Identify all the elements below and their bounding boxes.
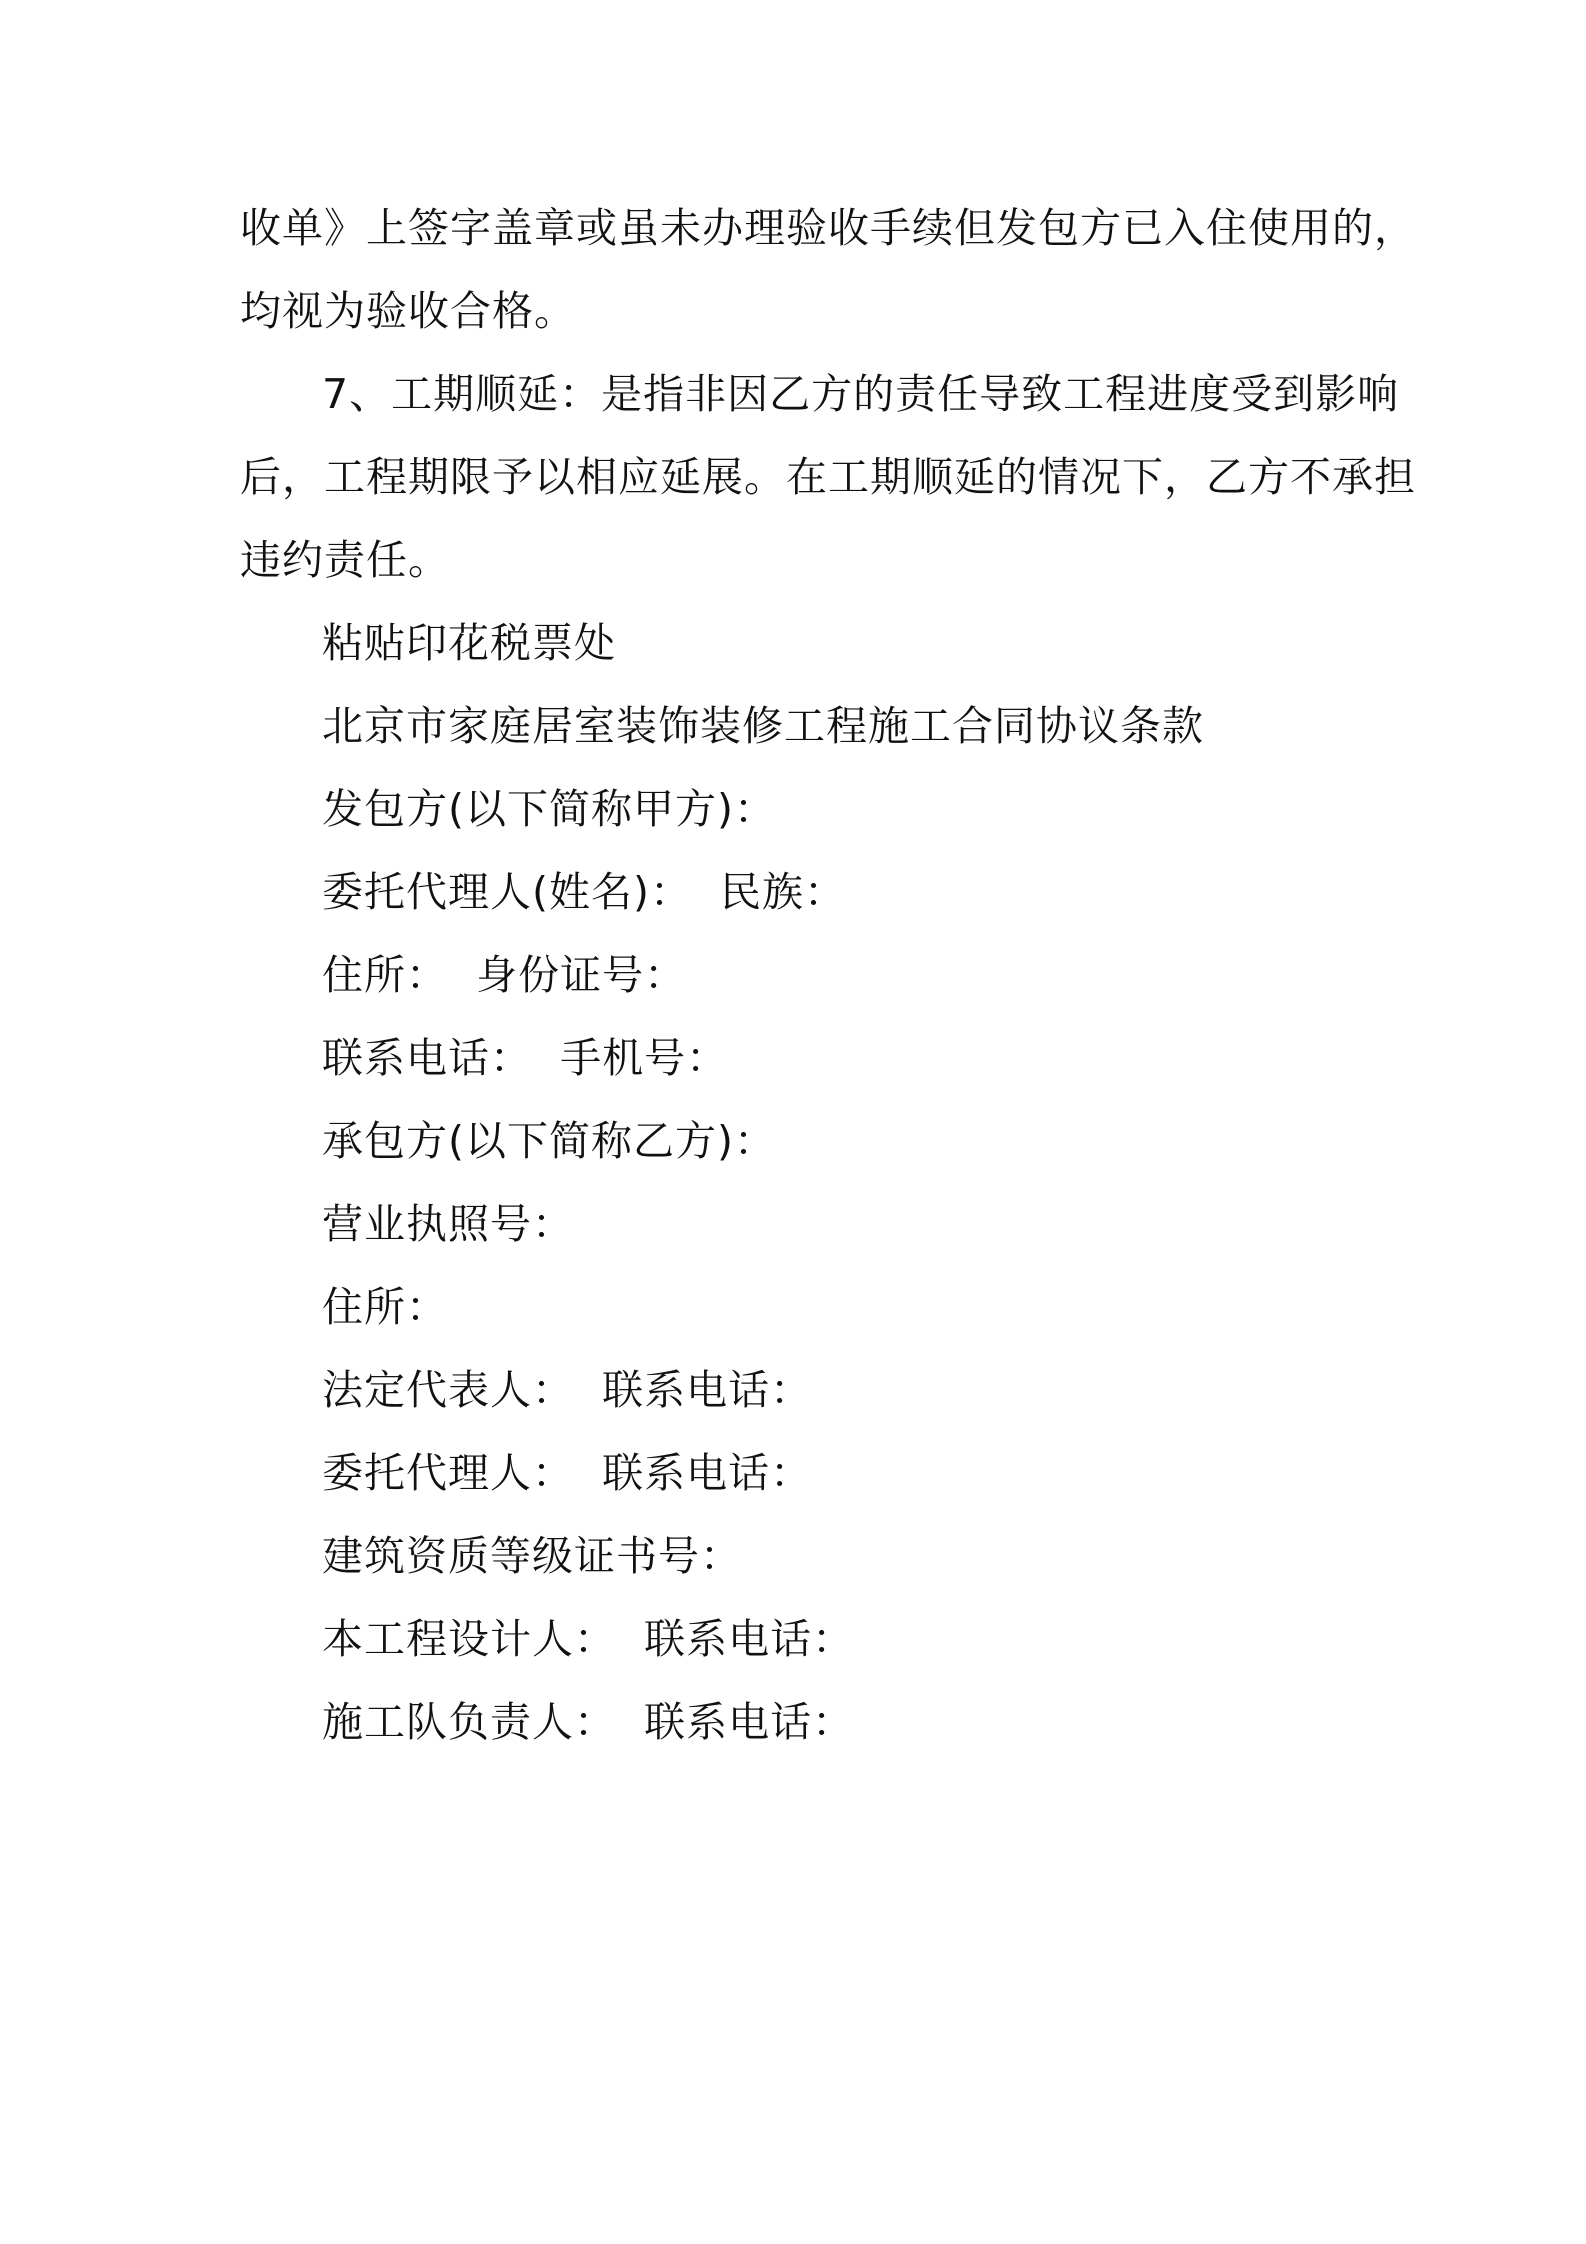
contract-title: 北京市家庭居室装饰装修工程施工合同协议条款 bbox=[322, 702, 1204, 750]
field-employer-agent: 委托代理人(姓名)： 民族： bbox=[322, 868, 847, 916]
field-employer-address: 住所： 身份证号： bbox=[322, 951, 687, 999]
field-qualification-certificate: 建筑资质等级证书号： bbox=[322, 1532, 742, 1580]
text-line: 7、工期顺延：是指非因乙方的责任导致工程进度受到影响 bbox=[322, 370, 1400, 418]
field-business-license: 营业执照号： bbox=[322, 1200, 574, 1248]
field-contractor-agent: 委托代理人： 联系电话： bbox=[322, 1449, 813, 1497]
text-line: 均视为验收合格。 bbox=[240, 287, 576, 335]
field-legal-representative: 法定代表人： 联系电话： bbox=[322, 1366, 813, 1414]
field-employer: 发包方(以下简称甲方)： bbox=[322, 785, 776, 833]
field-contractor-address: 住所： bbox=[322, 1283, 448, 1331]
field-employer-phone: 联系电话： 手机号： bbox=[322, 1034, 729, 1082]
text-line: 后，工程期限予以相应延展。在工期顺延的情况下，乙方不承担 bbox=[240, 453, 1416, 501]
paragraph-schedule-extension bbox=[240, 353, 1416, 602]
text-line: 收单》上签字盖章或虽未办理验收手续但发包方已入住使用的， bbox=[240, 204, 1416, 252]
field-crew-leader: 施工队负责人： 联系电话： bbox=[322, 1698, 855, 1746]
stamp-note: 粘贴印花税票处 bbox=[322, 619, 616, 667]
field-contractor: 承包方(以下简称乙方)： bbox=[322, 1117, 776, 1165]
text-line: 违约责任。 bbox=[240, 536, 450, 584]
paragraph-acceptance bbox=[240, 187, 1416, 353]
field-designer: 本工程设计人： 联系电话： bbox=[322, 1615, 855, 1663]
